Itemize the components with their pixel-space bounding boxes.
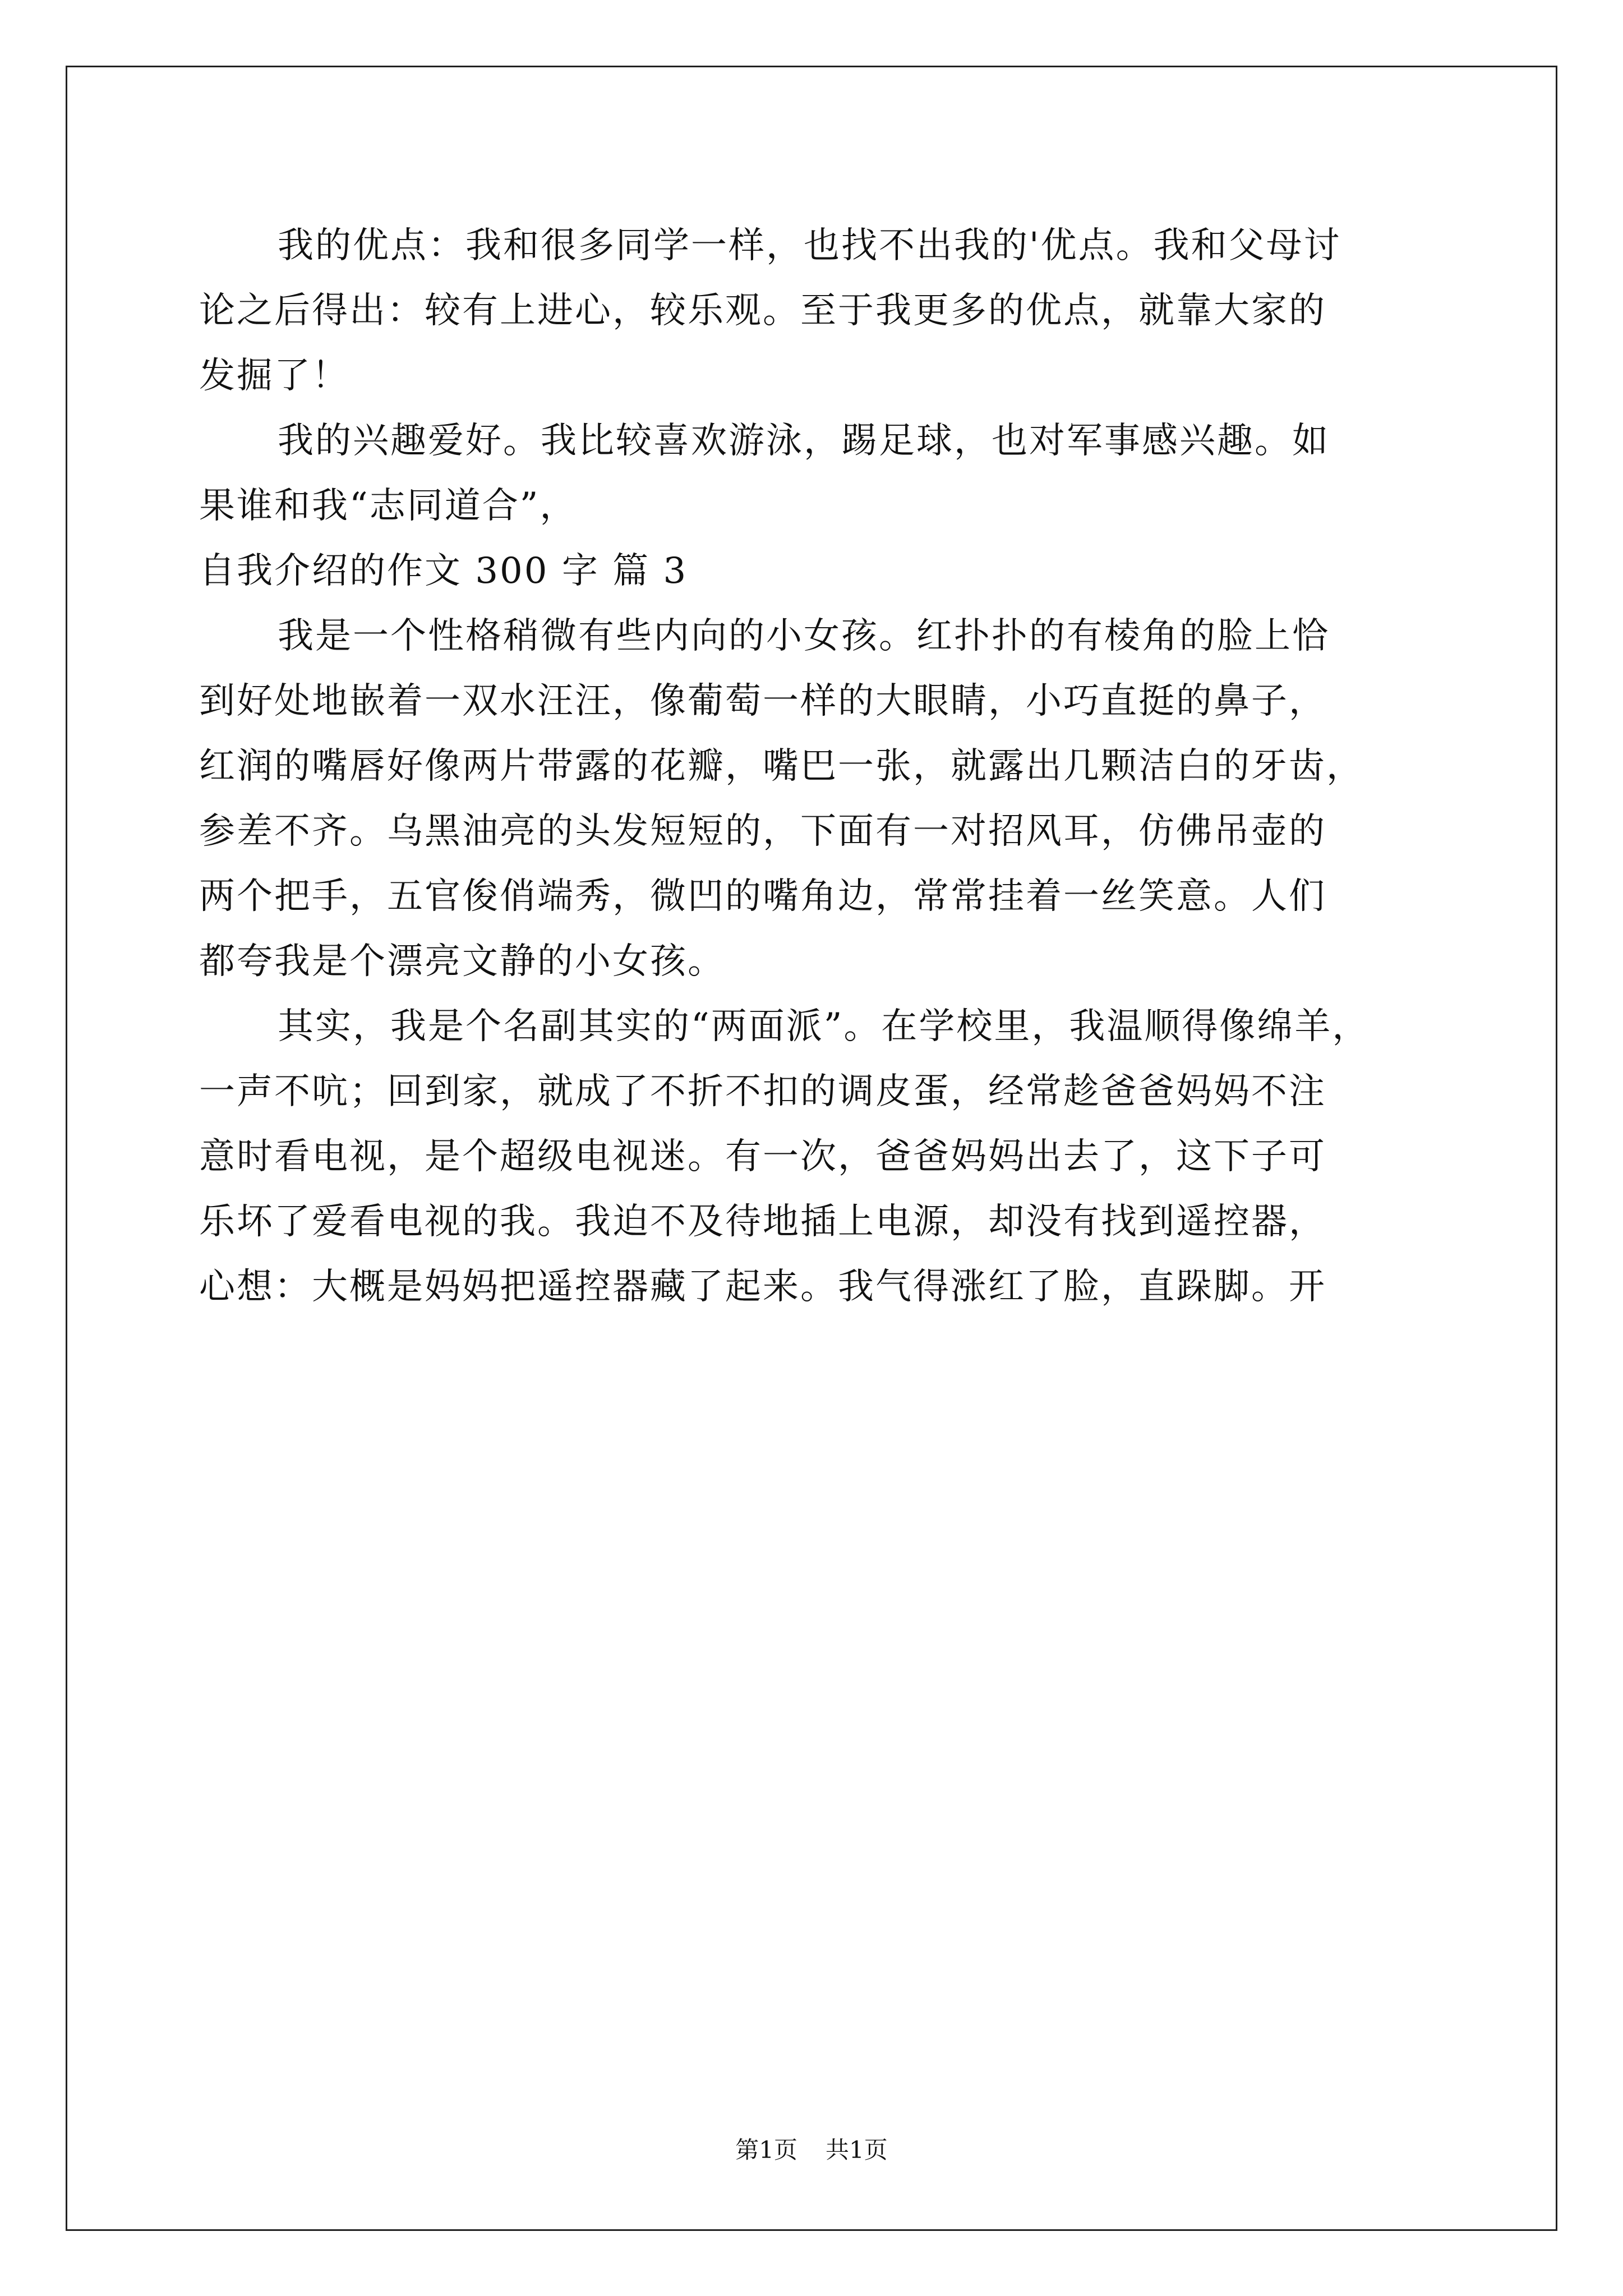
paragraph-line: 心想：大概是妈妈把遥控器藏了起来。我气得涨红了脸，直跺脚。开 [199,1266,1326,1308]
paragraph-line: 意时看电视，是个超级电视迷。有一次，爸爸妈妈出去了，这下子可 [199,1136,1326,1177]
section-heading: 自我介绍的作文 300 字 篇 3 [199,550,688,592]
paragraph-line: 我的兴趣爱好。我比较喜欢游泳，踢足球，也对军事感兴趣。如 [278,420,1330,462]
page-number: 第1页 [735,2136,797,2164]
page-footer [0,2136,1623,2164]
paragraph-line: 红润的嘴唇好像两片带露的花瓣，嘴巴一张，就露出几颗洁白的牙齿， [199,746,1364,787]
paragraph-line: 其实，我是个名副其实的“两面派”。在学校里，我温顺得像绵羊， [278,1006,1370,1047]
paragraph-line: 论之后得出：较有上进心，较乐观。至于我更多的优点，就靠大家的 [199,290,1326,332]
paragraph-line: 果谁和我“志同道合”， [199,485,578,527]
paragraph-line: 一声不吭；回到家，就成了不折不扣的调皮蛋，经常趁爸爸妈妈不注 [199,1071,1326,1112]
paragraph-line: 参差不齐。乌黑油亮的头发短短的，下面有一对招风耳，仿佛吊壶的 [199,811,1326,852]
paragraph-line: 都夸我是个漂亮文静的小女孩。 [199,941,725,982]
paragraph-line: 我是一个性格稍微有些内向的小女孩。红扑扑的有棱角的脸上恰 [278,615,1330,657]
paragraph-line: 乐坏了爱看电视的我。我迫不及待地插上电源，却没有找到遥控器， [199,1201,1326,1243]
paragraph-line: 两个把手，五官俊俏端秀，微凹的嘴角边，常常挂着一丝笑意。人们 [199,876,1326,917]
paragraph-line: 发掘了！ [199,355,349,397]
paragraph-line: 到好处地嵌着一双水汪汪，像葡萄一样的大眼睛，小巧直挺的鼻子， [199,680,1326,722]
document-body [199,213,1433,1319]
paragraph-line: 我的优点：我和很多同学一样，也找不出我的'优点。我和父母讨 [278,225,1341,266]
page-total: 共1页 [826,2136,888,2164]
